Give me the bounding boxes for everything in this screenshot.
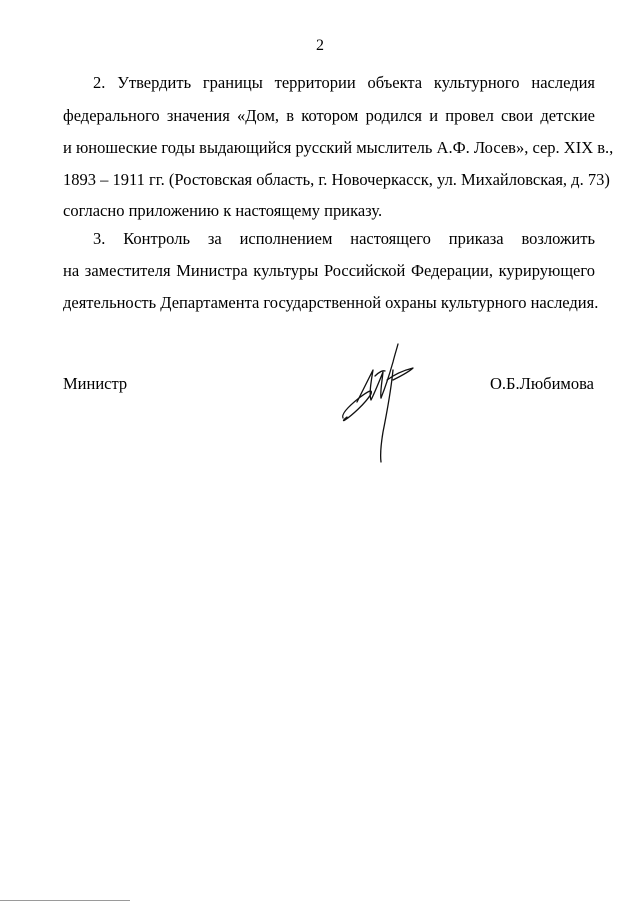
signatory-title: Министр (63, 374, 128, 393)
scan-edge-divider (0, 900, 130, 901)
paragraph-line: 3. Контроль за исполнением настоящего приказа возложить (93, 229, 595, 248)
paragraph-line: 2. Утвердить границы территории объекта культурного наследия (93, 73, 595, 92)
paragraph-line: и юношеские годы выдающийся русский мыслитель А.Ф. Лосев», сер. XIX в., (63, 138, 614, 157)
paragraph-line: согласно приложению к настоящему приказу. (63, 201, 383, 220)
paragraph-line: на заместителя Министра культуры Российской Федерации, курирующего (63, 261, 595, 280)
paragraph-line: 1893 – 1911 гг. (Ростовская область, г. Новочеркасск, ул. Михайловская, д. 73) (63, 170, 610, 189)
paragraph-line: федерального значения «Дом, в котором родился и провел свои детские (63, 106, 595, 125)
page-number: 2 (316, 37, 324, 54)
signatory-name: О.Б.Любимова (490, 374, 594, 393)
handwritten-signature (335, 340, 425, 465)
paragraph-line: деятельность Департамента государственной охраны культурного наследия. (63, 293, 599, 312)
